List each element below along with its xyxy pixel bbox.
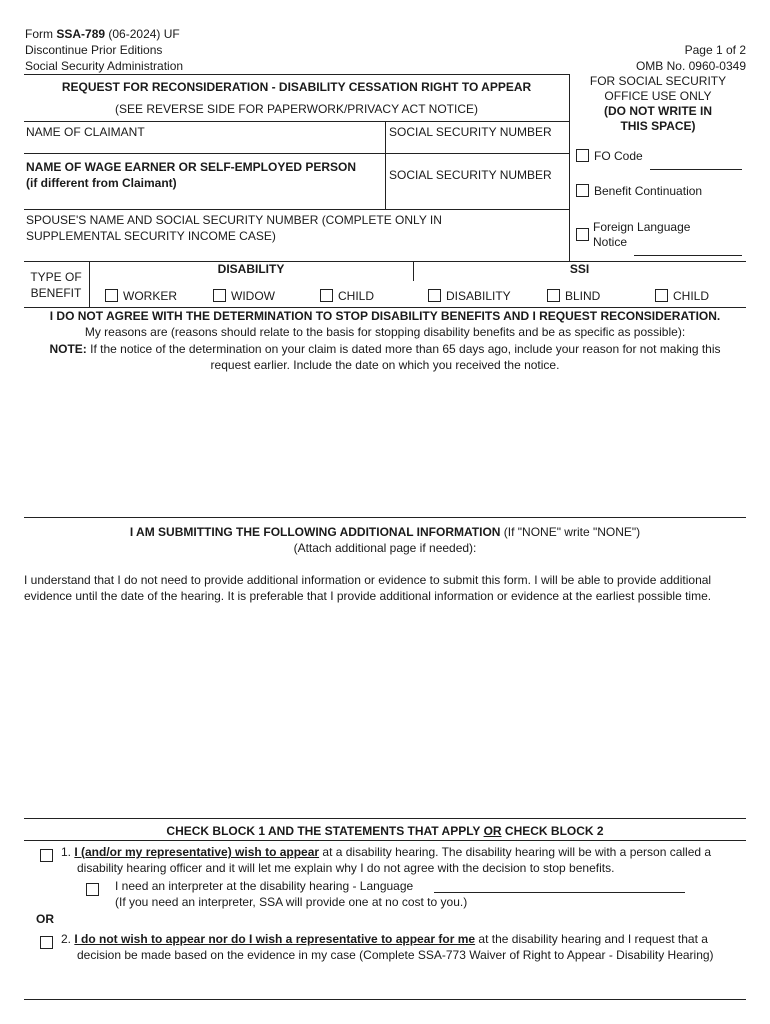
child-label: CHILD [338, 289, 375, 303]
foreign-language-checkbox[interactable] [576, 228, 589, 241]
fo-code-label: FO Code [594, 149, 643, 163]
or-label: OR [36, 912, 54, 926]
additional-heading-suffix: (If "NONE" write "NONE") [500, 525, 641, 539]
ssi-blind-checkbox[interactable] [547, 289, 560, 302]
form-id [25, 27, 180, 43]
interpreter-text-1: I need an interpreter at the disability hearing - Language [115, 879, 414, 893]
rule-bottom [24, 999, 746, 1000]
office-use-line1: FOR SOCIAL SECURITY [589, 74, 727, 88]
check-heading-a: CHECK BLOCK 1 AND THE STATEMENTS THAT APPLY [166, 824, 484, 838]
claimant-ssn-label: SOCIAL SECURITY NUMBER [389, 125, 552, 139]
omb-number: OMB No. 0960-0349 [635, 59, 746, 73]
claimant-ssn-field[interactable] [386, 140, 568, 152]
page-number: Page 1 of 2 [684, 43, 746, 57]
wage-earner-label-2: (if different from Claimant) [26, 176, 177, 190]
widow-label: WIDOW [231, 289, 275, 303]
fo-code-checkbox[interactable] [576, 149, 589, 162]
fo-code-row [576, 149, 643, 165]
block-2-text-2: decision be made based on the evidence in my case (Complete SSA-773 Waiver of Right to Appear - Disability Hearing) [77, 948, 714, 962]
ssi-child-checkbox[interactable] [655, 289, 668, 302]
benefit-widow[interactable] [213, 289, 275, 305]
additional-heading [24, 525, 746, 541]
benefit-ssi-blind[interactable] [547, 289, 600, 305]
interpreter-language-line[interactable] [434, 892, 685, 893]
benefit-label: BENEFIT [30, 286, 82, 300]
benefit-continuation-label: Benefit Continuation [594, 184, 703, 198]
block-1-text-1: at a disability hearing. The disability hearing will be with a person called a [319, 845, 712, 859]
note-label: NOTE: [49, 342, 87, 356]
office-use-line2: OFFICE USE ONLY [604, 89, 712, 103]
benefit-continuation-checkbox[interactable] [576, 184, 589, 197]
block-1-bold: I (and/or my representative) wish to appear [74, 845, 320, 859]
check-heading-b: CHECK BLOCK 2 [501, 824, 604, 838]
disagree-heading: I DO NOT AGREE WITH THE DETERMINATION TO STOP DISABILITY BENEFITS AND I REQUEST RECONSIDERATION. [49, 309, 721, 323]
foreign-language-label: Foreign Language [593, 220, 691, 234]
form-subtitle: (SEE REVERSE SIDE FOR PAPERWORK/PRIVACY ACT NOTICE) [115, 102, 478, 116]
worker-checkbox[interactable] [105, 289, 118, 302]
wage-earner-name-field[interactable] [24, 192, 384, 208]
block-2-text-1: at the disability hearing and I request that a [475, 932, 708, 946]
claimant-name-field[interactable] [24, 140, 384, 152]
understand-text-1: I understand that I do not need to provide additional information or evidence to submit this form. I will be able to provide additional [24, 573, 712, 587]
rule-check-top [24, 818, 746, 819]
block-2-bold: I do not wish to appear nor do I wish a representative to appear for me [74, 932, 476, 946]
benefit-worker[interactable] [105, 289, 177, 305]
check-block-heading [24, 824, 746, 840]
foreign-language-line[interactable] [634, 255, 742, 256]
block-1-checkbox[interactable] [40, 849, 53, 862]
spouse-field[interactable] [24, 244, 568, 260]
ssi-disability-checkbox[interactable] [428, 289, 441, 302]
rule-top [24, 74, 569, 75]
rule-wage-top [24, 153, 569, 154]
office-use-line4: THIS SPACE) [620, 119, 696, 133]
attach-text: (Attach additional page if needed): [293, 541, 477, 555]
block-1-text [61, 844, 751, 876]
ssi-disability-label: DISABILITY [446, 289, 511, 303]
ssi-blind-label: BLIND [565, 289, 601, 303]
wage-earner-label [26, 159, 356, 191]
benefit-ssi-child[interactable] [655, 289, 709, 305]
block-2-text [61, 931, 751, 963]
spouse-label-2: SUPPLEMENTAL SECURITY INCOME CASE) [26, 229, 276, 243]
block-1-text-2: disability hearing officer and it will let me explain why I do not agree with the decision to stop benefits. [77, 861, 615, 875]
reasons-text: My reasons are (reasons should relate to the basis for stopping disability benefits and be as specific as possible): [84, 325, 686, 339]
note-text-2: request earlier. Include the date on which you received the notice. [210, 358, 560, 372]
office-use-line3: (DO NOT WRITE IN [604, 104, 712, 118]
agency-name: Social Security Administration [25, 59, 184, 73]
discontinue-text: Discontinue Prior Editions [25, 43, 163, 57]
form-prefix: Form [25, 27, 57, 41]
disability-header: DISABILITY [217, 262, 285, 276]
form-number: SSA-789 [56, 27, 106, 41]
block-2-checkbox[interactable] [40, 936, 53, 949]
worker-label: WORKER [123, 289, 177, 303]
note-text-1: If the notice of the determination on your claim is dated more than 65 days ago, include your reason for not making this [86, 342, 721, 356]
form-date: (06-2024) UF [105, 27, 180, 41]
wage-earner-ssn-label: SOCIAL SECURITY NUMBER [389, 168, 552, 182]
rule-claimant-top [24, 121, 569, 122]
ssi-header: SSI [569, 262, 590, 276]
foreign-language-row [576, 220, 690, 250]
notice-label: Notice [593, 235, 628, 249]
type-of-benefit-label [24, 269, 88, 301]
ssi-child-label: CHILD [673, 289, 710, 303]
type-of-label: TYPE OF [30, 270, 82, 284]
rule-additional-top [24, 517, 746, 518]
additional-info-field[interactable] [24, 610, 746, 815]
understand-text-2: evidence until the date of the hearing. It is preferable that I provide additional information or evidence at the earliest possible time. [24, 589, 712, 603]
note-text [24, 341, 746, 373]
office-use-header [570, 74, 746, 134]
check-heading-or: OR [483, 824, 502, 838]
block-2-num: 2. [61, 932, 75, 946]
rule-spouse-top [24, 209, 569, 210]
reasons-field[interactable] [24, 376, 746, 514]
spouse-label-1: SPOUSE'S NAME AND SOCIAL SECURITY NUMBER (COMPLETE ONLY IN [26, 213, 442, 227]
rule-check-heading [24, 840, 746, 841]
fo-code-line[interactable] [650, 169, 742, 170]
claimant-name-label: NAME OF CLAIMANT [26, 125, 145, 139]
benefit-child[interactable] [320, 289, 374, 305]
child-checkbox[interactable] [320, 289, 333, 302]
understand-text [24, 572, 754, 604]
wage-earner-label-1: NAME OF WAGE EARNER OR SELF-EMPLOYED PERSON [26, 160, 357, 174]
widow-checkbox[interactable] [213, 289, 226, 302]
interpreter-checkbox[interactable] [86, 883, 99, 896]
additional-heading-bold: I AM SUBMITTING THE FOLLOWING ADDITIONAL INFORMATION [129, 525, 501, 539]
benefit-ssi-disability[interactable] [428, 289, 511, 305]
wage-earner-ssn-field[interactable] [386, 185, 568, 207]
spouse-label [26, 212, 442, 244]
block-1-num: 1. [61, 845, 75, 859]
interpreter-text [115, 878, 467, 910]
benefit-continuation-row [576, 184, 702, 200]
rule-benefit-bottom [24, 307, 746, 308]
form-title: REQUEST FOR RECONSIDERATION - DISABILITY CESSATION RIGHT TO APPEAR [61, 80, 532, 94]
interpreter-text-2: (If you need an interpreter, SSA will provide one at no cost to you.) [115, 895, 468, 909]
